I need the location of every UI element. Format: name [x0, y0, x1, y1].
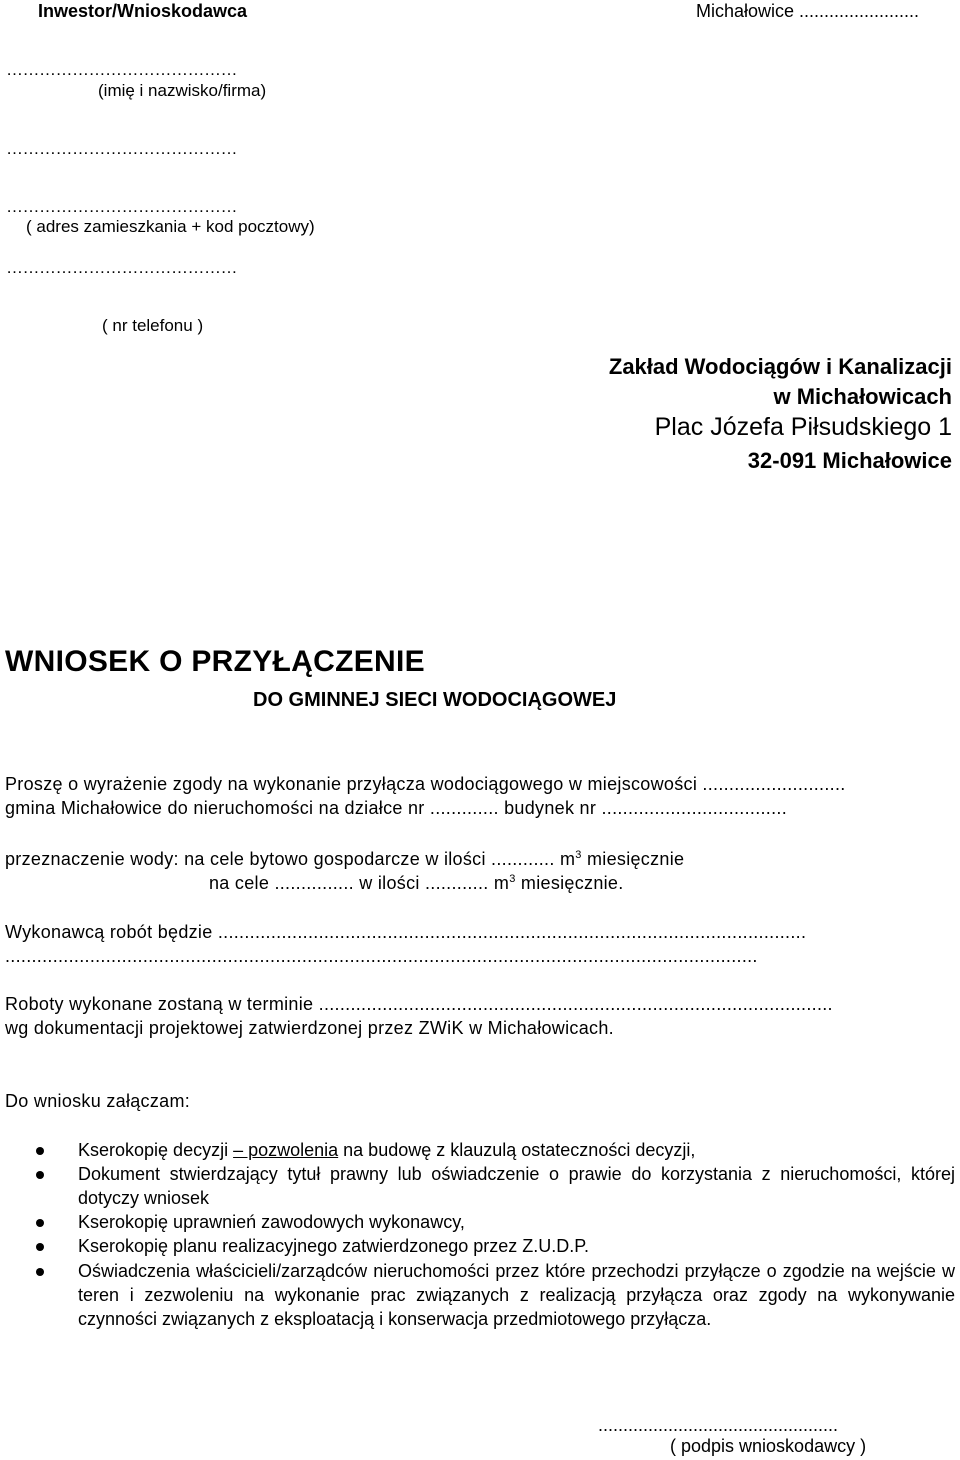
recipient-street: Plac Józefa Piłsudskiego 1	[654, 413, 952, 441]
water-purpose-unit-2: miesięcznie.	[515, 873, 624, 893]
signature-label: ( podpis wnioskodawcy )	[670, 1436, 867, 1456]
investor-label: Inwestor/Wnioskodawca	[38, 1, 248, 21]
attachment-item-licenses: Kserokopię uprawnień zawodowych wykonawcy,	[78, 1212, 465, 1232]
water-purpose-text: przeznaczenie wody: na cele bytowo gospodarcze w ilości ............ m	[5, 849, 576, 869]
phone-dots-line[interactable]: ……………………………………	[6, 258, 237, 277]
bullet-icon	[36, 1147, 44, 1155]
cubic-superscript: 3	[575, 849, 582, 861]
attachment-item-title-deed: Dokument stwierdzający tytuł prawny lub oświadczenie o prawie do korzystania z nieruchomości, której dotyczy wniosek	[78, 1164, 955, 1209]
recipient-postal-city: 32-091 Michałowice	[747, 448, 952, 473]
water-purpose-line-2[interactable]	[209, 873, 624, 894]
water-purpose-line-1[interactable]	[5, 849, 684, 870]
bullet-icon	[36, 1171, 44, 1179]
address-dots-line-2[interactable]: ……………………………………	[6, 197, 237, 216]
attachment-item-plan: Kserokopię planu realizacyjnego zatwierdzonego przez Z.U.D.P.	[78, 1236, 589, 1256]
documentation-line: wg dokumentacji projektowej zatwierdzonej przez ZWiK w Michałowicach.	[5, 1018, 614, 1038]
attachment-item-owner-statements: Oświadczenia właścicieli/zarządców nieruchomości przez które przechodzi przyłącze o zgodzie na wejście w teren i zezwoleniu na wykonanie prac związanych z realizacją przyłącza oraz zgody na wykonywanie czynności związanych z eksploatacją i konserwacja przedmiotowego przyłącza.	[78, 1261, 955, 1330]
document-subtitle: DO GMINNEJ SIECI WODOCIĄGOWEJ	[253, 689, 617, 711]
recipient-name-line1: Zakład Wodociągów i Kanalizacji	[608, 354, 952, 379]
water-purpose-text-2: na cele ............... w ilości ............ m	[209, 873, 510, 893]
bullet-icon	[36, 1219, 44, 1227]
contractor-line[interactable]: Wykonawcą robót będzie ...............................................................................................................	[5, 922, 807, 942]
contractor-line-2[interactable]: ..............................................................................................................................................	[5, 946, 758, 966]
cubic-superscript-2: 3	[509, 873, 516, 885]
deadline-line[interactable]: Roboty wykonane zostaną w terminie .................................................................................................	[5, 994, 833, 1014]
address-hint: ( adres zamieszkania + kod pocztowy)	[26, 217, 315, 236]
phone-hint: ( nr telefonu )	[102, 316, 204, 335]
signature-field[interactable]: ................................................	[598, 1415, 839, 1435]
bullet-icon	[36, 1243, 44, 1251]
attachment-item-decision: Kserokopię decyzji – pozwolenia na budowę z klauzulą ostateczności decyzji,	[78, 1140, 696, 1160]
name-hint: (imię i nazwisko/firma)	[98, 81, 267, 100]
bullet-icon	[36, 1268, 44, 1276]
place-date-field[interactable]: Michałowice ........................	[696, 1, 920, 21]
name-dots-line[interactable]: ……………………………………	[6, 60, 237, 79]
recipient-name-line2: w Michałowicach	[773, 384, 952, 409]
request-line-locality[interactable]: Proszę o wyrażenie zgody na wykonanie przyłącza wodociągowego w miejscowości ...........................	[5, 774, 846, 794]
request-line-parcel[interactable]: gmina Michałowice do nieruchomości na działce nr ............. budynek nr ...................................	[5, 798, 788, 818]
attachments-heading: Do wniosku załączam:	[5, 1091, 191, 1111]
address-dots-line-1[interactable]: ……………………………………	[6, 139, 237, 158]
document-title: WNIOSEK O PRZYŁĄCZENIE	[5, 645, 425, 678]
water-purpose-unit: miesięcznie	[581, 849, 685, 869]
